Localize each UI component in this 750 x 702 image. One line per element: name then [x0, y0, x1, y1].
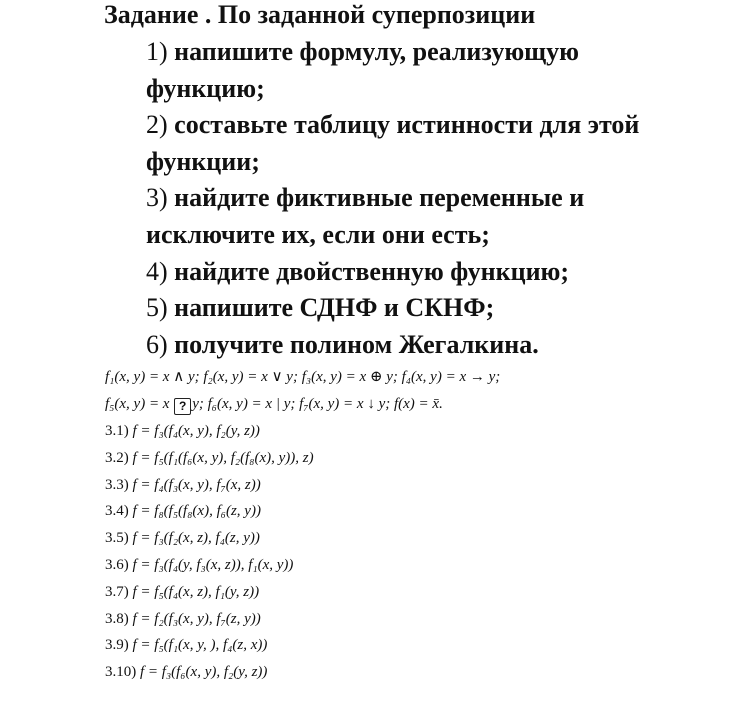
task-list: [146, 34, 746, 363]
variant-formula: f = f₅(f₁(f₆(x, y), f₂(f₈(x), y)), z): [132, 449, 314, 466]
variant-formula: f = f₅(f₁(x, y, ), f₄(z, x)): [132, 637, 268, 654]
variant-number: 3.9): [105, 637, 129, 654]
definition-line-1: f₁(x, y) = x ∧ y; f₂(x, y) = x ∨ y; f₃(x, y) = x ⊕ y; f₄(x, y) = x → y;: [105, 369, 501, 385]
task-item: [146, 290, 746, 327]
task-number: 3): [146, 183, 168, 213]
task-text: напишите формулу, реализующую: [174, 37, 579, 66]
task-text: исключите их, если они есть;: [146, 219, 490, 249]
task-number: 6): [146, 329, 168, 359]
task-number: 1): [146, 37, 168, 66]
variant-formula: f = f₃(f₄(y, f₃(x, z)), f₁(x, y)): [132, 556, 294, 573]
task-text: найдите двойственную функцию;: [174, 256, 570, 286]
variant-item: [105, 445, 314, 472]
task-item: [146, 217, 746, 254]
variant-formula: f = f₈(f₅(f₈(x), f₆(z, y)): [132, 503, 261, 520]
variant-formula: f = f₅(f₄(x, z), f₁(y, z)): [132, 583, 260, 600]
variant-number: 3.2): [105, 449, 129, 466]
task-item: [146, 180, 746, 217]
variant-formula: f = f₃(f₆(x, y), f₂(y, z)): [140, 664, 268, 681]
definition-line-2: [105, 391, 500, 418]
variant-item: [105, 552, 314, 579]
variant-list: [105, 418, 314, 686]
variant-item: [105, 579, 314, 606]
task-item: [146, 107, 746, 144]
function-definitions: [105, 364, 500, 418]
task-number: 2): [146, 110, 168, 140]
variant-number: 3.5): [105, 530, 129, 547]
page-title: Задание . По заданной суперпозиции: [104, 0, 536, 29]
variant-item: [105, 632, 314, 659]
definition-rest: y; f₆(x, y) = x | y; f₇(x, y) = x ↓ y; f(x) = x̄.: [192, 396, 443, 412]
task-text: составьте таблицу истинности для этой: [174, 110, 640, 140]
variant-item: [105, 418, 314, 445]
task-item: [146, 34, 746, 71]
variant-formula: f = f₄(f₃(x, y), f₇(x, z)): [132, 476, 261, 493]
unknown-operator-icon: ?: [174, 398, 191, 415]
variant-number: 3.8): [105, 610, 129, 627]
task-item: [146, 71, 746, 108]
variant-number: 3.4): [105, 503, 129, 520]
variant-item: [105, 472, 314, 499]
variant-item: [105, 606, 314, 633]
variant-formula: f = f₃(f₄(x, y), f₂(y, z)): [132, 423, 260, 439]
task-text: получите полином Жегалкина.: [174, 329, 539, 359]
definition-f5-start: f₅(x, y) = x: [105, 396, 170, 412]
variant-formula: f = f₂(f₃(x, y), f₇(z, y)): [132, 610, 261, 627]
variant-item: [105, 659, 314, 686]
task-text: функции;: [146, 146, 260, 176]
variant-number: 3.3): [105, 476, 129, 493]
task-item: [146, 254, 746, 291]
task-number: 5): [146, 293, 168, 323]
task-text: функцию;: [146, 73, 265, 103]
task-text: найдите фиктивные переменные и: [174, 183, 585, 213]
task-item: [146, 144, 746, 181]
variant-number: 3.6): [105, 556, 129, 573]
variant-item: [105, 525, 314, 552]
variant-number: 3.7): [105, 583, 129, 600]
task-item: [146, 327, 746, 364]
task-text: напишите СДНФ и СКНФ;: [174, 293, 495, 323]
variant-item: [105, 498, 314, 525]
variant-number: 3.1): [105, 423, 129, 439]
task-number: 4): [146, 256, 168, 286]
variant-formula: f = f₃(f₂(x, z), f₄(z, y)): [132, 530, 260, 547]
variant-number: 3.10): [105, 664, 137, 681]
